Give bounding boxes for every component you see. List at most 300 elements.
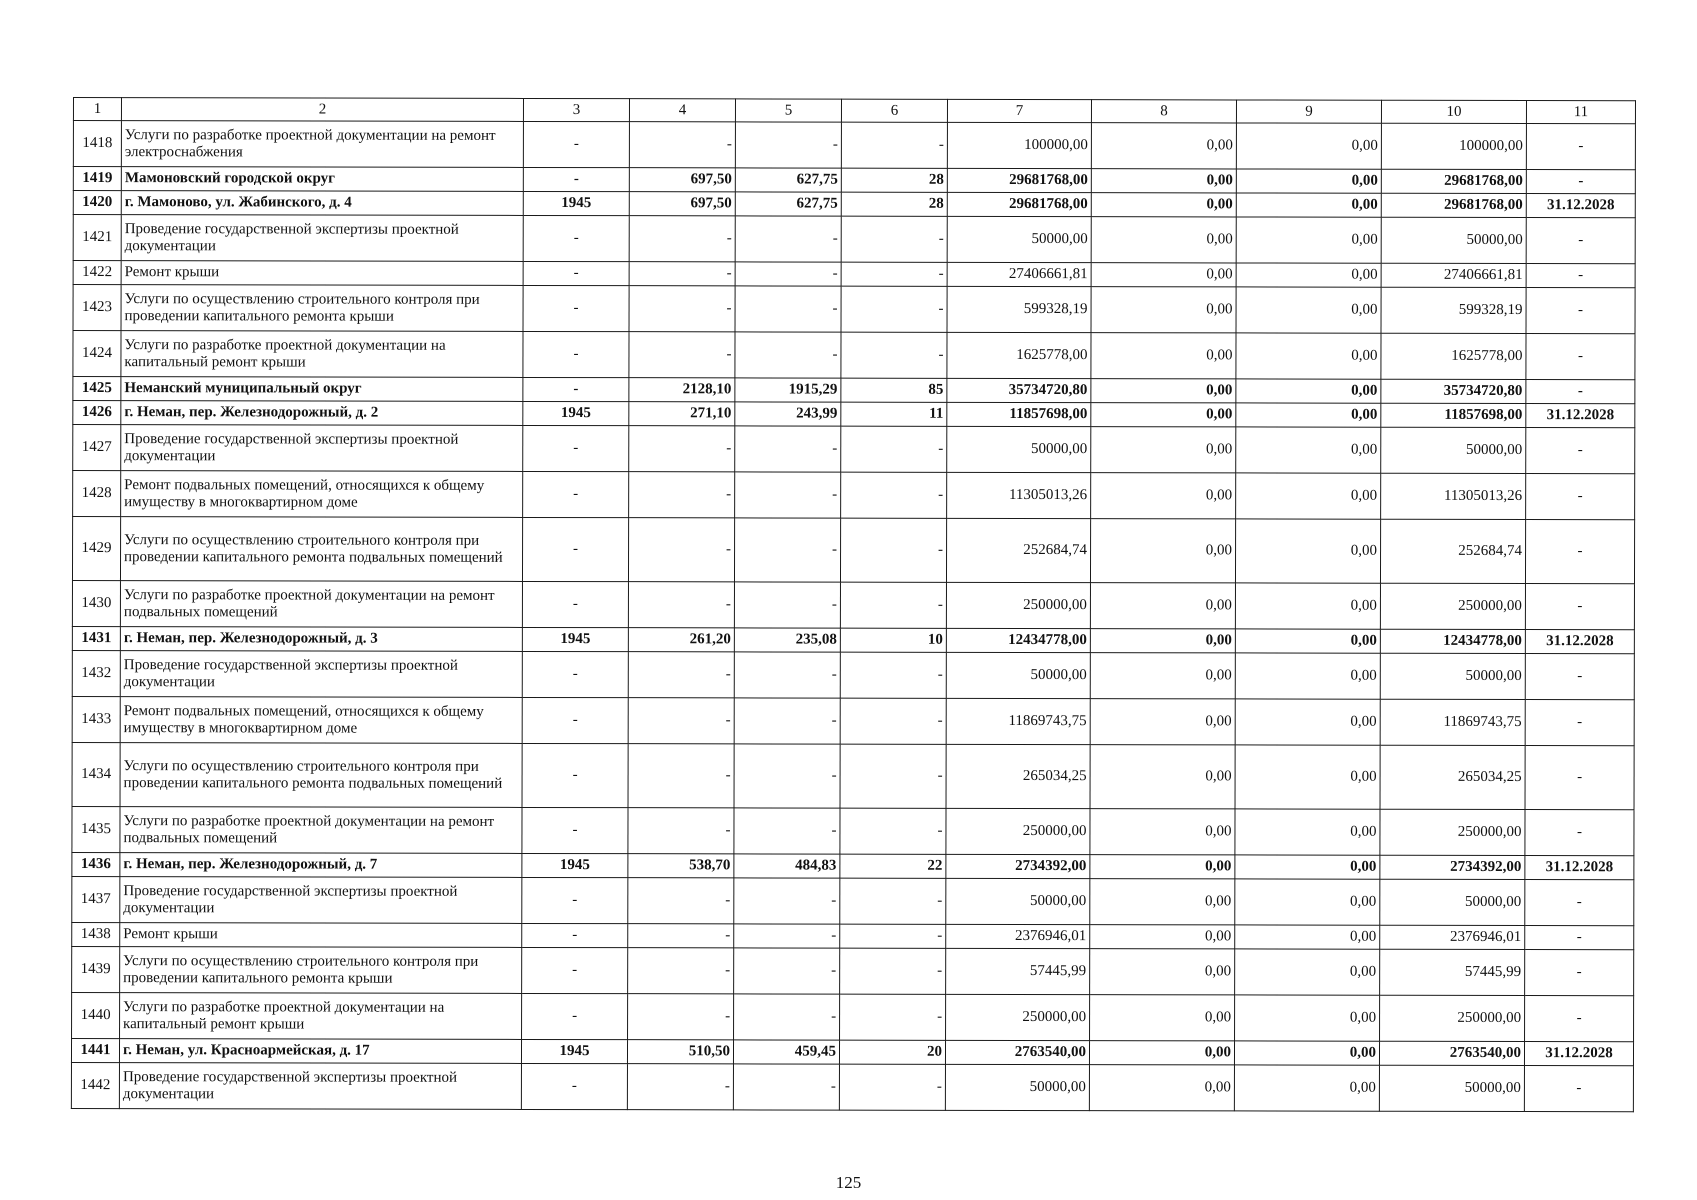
residents-cell: - [840, 744, 946, 808]
table-row [73, 167, 1635, 194]
regional-funds-cell: 0,00 [1236, 379, 1381, 403]
item-name-cell: г. Неман, пер. Железнодорожный, д. 3 [120, 627, 522, 652]
living-area-cell: - [735, 122, 841, 168]
total-cost-cell: 12434778,00 [946, 628, 1090, 652]
owner-funds-cell: 35734720,80 [1381, 379, 1526, 403]
total-area-cell: 271,10 [629, 402, 735, 426]
residents-cell: 10 [840, 628, 946, 652]
owner-funds-cell: 50000,00 [1379, 1065, 1524, 1111]
total-cost-cell: 29681768,00 [947, 192, 1091, 216]
header-cell: 10 [1381, 100, 1526, 123]
year-cell: - [522, 993, 628, 1039]
deadline-cell: - [1525, 950, 1634, 996]
column-number-header-row [73, 98, 1635, 124]
living-area-cell: - [734, 924, 840, 948]
table-row [72, 922, 1634, 949]
federal-funds-cell: 0,00 [1091, 333, 1236, 379]
owner-funds-cell: 2763540,00 [1379, 1041, 1524, 1065]
federal-funds-cell: 0,00 [1090, 879, 1235, 925]
owner-funds-cell: 265034,25 [1380, 745, 1525, 809]
total-cost-cell: 50000,00 [946, 878, 1090, 924]
owner-funds-cell: 57445,99 [1380, 949, 1525, 995]
owner-funds-cell: 250000,00 [1380, 995, 1525, 1041]
header-cell: 6 [841, 99, 947, 122]
row-number-cell: 1431 [72, 626, 120, 650]
owner-funds-cell: 29681768,00 [1381, 169, 1526, 193]
deadline-cell: - [1524, 1066, 1633, 1112]
total-area-cell: - [628, 652, 734, 698]
regional-funds-cell: 0,00 [1234, 1065, 1379, 1111]
regional-funds-cell: 0,00 [1236, 217, 1381, 263]
owner-funds-cell: 50000,00 [1380, 879, 1525, 925]
federal-funds-cell: 0,00 [1091, 123, 1236, 169]
year-cell: - [523, 377, 629, 401]
living-area-cell: 243,99 [735, 402, 841, 426]
residents-cell: - [840, 924, 946, 948]
deadline-cell: - [1526, 380, 1635, 404]
row-number-cell: 1429 [72, 517, 120, 581]
regional-funds-cell: 0,00 [1235, 745, 1380, 809]
row-number-cell: 1440 [72, 992, 120, 1038]
total-area-cell: - [628, 744, 734, 808]
federal-funds-cell: 0,00 [1090, 925, 1235, 949]
federal-funds-cell: 0,00 [1091, 287, 1236, 333]
residents-cell: 85 [841, 378, 947, 402]
total-cost-cell: 50000,00 [947, 216, 1091, 262]
item-name-cell: г. Неман, ул. Красноармейская, д. 17 [119, 1039, 521, 1064]
row-number-cell: 1441 [71, 1038, 119, 1062]
regional-funds-cell: 0,00 [1236, 123, 1381, 169]
table-row [72, 876, 1634, 925]
row-number-cell: 1425 [73, 377, 121, 401]
item-name-cell: Проведение государственной экспертизы проектной документации [119, 1063, 521, 1110]
federal-funds-cell: 0,00 [1091, 403, 1236, 427]
row-number-cell: 1428 [73, 471, 121, 517]
deadline-cell: - [1525, 926, 1634, 950]
row-number-cell: 1419 [73, 167, 121, 191]
regional-funds-cell: 0,00 [1236, 193, 1381, 217]
federal-funds-cell: 0,00 [1090, 995, 1235, 1041]
regional-funds-cell: 0,00 [1235, 879, 1380, 925]
total-cost-cell: 599328,19 [947, 286, 1091, 332]
regional-funds-cell: 0,00 [1235, 855, 1380, 879]
year-cell: - [523, 285, 629, 331]
year-cell: - [523, 121, 629, 167]
residents-cell: - [841, 472, 947, 518]
regional-funds-cell: 0,00 [1235, 629, 1380, 653]
total-area-cell: - [628, 878, 734, 924]
row-number-cell: 1421 [73, 215, 121, 261]
total-area-cell: 697,50 [629, 168, 735, 192]
row-number-cell: 1434 [72, 742, 120, 806]
total-area-cell: 2128,10 [629, 378, 735, 402]
table-row [73, 425, 1635, 474]
regional-funds-cell: 0,00 [1235, 519, 1380, 583]
row-number-cell: 1418 [73, 121, 121, 167]
total-cost-cell: 11857698,00 [947, 402, 1091, 426]
total-area-cell: - [628, 808, 734, 854]
living-area-cell: - [735, 286, 841, 332]
owner-funds-cell: 252684,74 [1380, 519, 1525, 583]
total-area-cell: - [629, 216, 735, 262]
regional-funds-cell: 0,00 [1236, 263, 1381, 287]
living-area-cell: - [734, 808, 840, 854]
total-area-cell: - [629, 332, 735, 378]
page-number: 125 [835, 1173, 862, 1192]
deadline-cell: - [1525, 520, 1634, 584]
regional-funds-cell: 0,00 [1235, 699, 1380, 745]
item-name-cell: Услуги по осуществлению строительного контроля при проведении капитального ремонта подвальных помещений [120, 743, 522, 808]
header-cell: 3 [523, 98, 629, 121]
living-area-cell: - [734, 948, 840, 994]
year-cell: 1945 [521, 1039, 627, 1063]
residents-cell: - [841, 216, 947, 262]
total-cost-cell: 265034,25 [946, 744, 1090, 808]
table-row [73, 377, 1635, 404]
federal-funds-cell: 0,00 [1090, 855, 1235, 879]
item-name-cell: Ремонт подвальных помещений, относящихся к общему имуществу в многоквартирном доме [120, 697, 522, 744]
residents-cell: 22 [840, 854, 946, 878]
deadline-cell: - [1526, 264, 1635, 288]
table-row [73, 331, 1635, 380]
regional-funds-cell: 0,00 [1235, 809, 1380, 855]
residents-cell: 28 [841, 168, 947, 192]
living-area-cell: 627,75 [735, 168, 841, 192]
header-cell: 2 [121, 98, 523, 122]
residents-cell: - [840, 698, 946, 744]
total-cost-cell: 250000,00 [946, 808, 1090, 854]
year-cell: - [523, 261, 629, 285]
table-row [72, 517, 1634, 584]
living-area-cell: - [734, 698, 840, 744]
header-cell: 9 [1236, 100, 1381, 123]
table-row [73, 215, 1635, 264]
deadline-cell: 31.12.2028 [1525, 856, 1634, 880]
living-area-cell: - [735, 262, 841, 286]
total-cost-cell: 2763540,00 [945, 1040, 1089, 1064]
total-cost-cell: 250000,00 [946, 994, 1090, 1040]
year-cell: 1945 [522, 853, 628, 877]
table-row [72, 806, 1634, 855]
year-cell: - [522, 581, 628, 627]
living-area-cell: - [735, 426, 841, 472]
deadline-cell: - [1525, 584, 1634, 630]
item-name-cell: Услуги по разработке проектной документации на капитальный ремонт крыши [121, 331, 523, 378]
row-number-cell: 1432 [72, 650, 120, 696]
table-row [73, 191, 1635, 218]
living-area-cell: 1915,29 [735, 378, 841, 402]
year-cell: - [523, 167, 629, 191]
year-cell: - [522, 947, 628, 993]
residents-cell: 20 [839, 1040, 945, 1064]
residents-cell: - [841, 262, 947, 286]
federal-funds-cell: 0,00 [1091, 169, 1236, 193]
residents-cell: - [841, 332, 947, 378]
owner-funds-cell: 11305013,26 [1381, 473, 1526, 519]
total-area-cell: - [628, 948, 734, 994]
table-row [72, 650, 1634, 699]
deadline-cell: - [1526, 334, 1635, 380]
year-cell: - [522, 651, 628, 697]
item-name-cell: Ремонт подвальных помещений, относящихся к общему имуществу в многоквартирном доме [121, 471, 523, 518]
deadline-cell: - [1525, 810, 1634, 856]
federal-funds-cell: 0,00 [1090, 809, 1235, 855]
year-cell: - [522, 517, 628, 581]
deadline-cell: 31.12.2028 [1526, 404, 1635, 428]
total-area-cell: - [628, 994, 734, 1040]
living-area-cell: - [734, 994, 840, 1040]
header-cell: 4 [629, 99, 735, 122]
total-cost-cell: 50000,00 [946, 652, 1090, 698]
deadline-cell: - [1526, 428, 1635, 474]
federal-funds-cell: 0,00 [1091, 193, 1236, 217]
living-area-cell: - [735, 472, 841, 518]
header-cell: 1 [73, 98, 121, 121]
total-area-cell: - [628, 582, 734, 628]
owner-funds-cell: 100000,00 [1381, 123, 1526, 169]
owner-funds-cell: 11869743,75 [1380, 699, 1525, 745]
deadline-cell: - [1525, 746, 1634, 810]
header-cell: 7 [947, 99, 1091, 122]
item-name-cell: Услуги по разработке проектной документации на капитальный ремонт крыши [120, 993, 522, 1040]
total-cost-cell: 27406661,81 [947, 262, 1091, 286]
total-cost-cell: 100000,00 [947, 122, 1091, 168]
row-number-cell: 1427 [73, 425, 121, 471]
total-cost-cell: 57445,99 [946, 948, 1090, 994]
year-cell: - [523, 425, 629, 471]
year-cell: - [523, 215, 629, 261]
residents-cell: - [840, 994, 946, 1040]
year-cell: 1945 [522, 627, 628, 651]
regional-funds-cell: 0,00 [1235, 995, 1380, 1041]
owner-funds-cell: 250000,00 [1380, 809, 1525, 855]
item-name-cell: г. Мамоново, ул. Жабинского, д. 4 [121, 191, 523, 216]
total-area-cell: - [629, 426, 735, 472]
living-area-cell: - [734, 878, 840, 924]
owner-funds-cell: 250000,00 [1380, 583, 1525, 629]
table-row [72, 696, 1634, 745]
year-cell: 1945 [523, 191, 629, 215]
residents-cell: - [840, 948, 946, 994]
table-row [72, 626, 1634, 653]
federal-funds-cell: 0,00 [1089, 1041, 1234, 1065]
item-name-cell: Неманский муниципальный округ [121, 377, 523, 402]
row-number-cell: 1423 [73, 285, 121, 331]
residents-cell: - [840, 582, 946, 628]
item-name-cell: Проведение государственной экспертизы проектной документации [120, 651, 522, 698]
row-number-cell: 1426 [73, 401, 121, 425]
federal-funds-cell: 0,00 [1090, 949, 1235, 995]
row-number-cell: 1437 [72, 876, 120, 922]
regional-funds-cell: 0,00 [1236, 169, 1381, 193]
row-number-cell: 1439 [72, 946, 120, 992]
row-number-cell: 1430 [72, 581, 120, 627]
year-cell: 1945 [523, 401, 629, 425]
year-cell: - [521, 1063, 627, 1109]
table-row [72, 852, 1634, 879]
total-cost-cell: 252684,74 [946, 518, 1090, 582]
federal-funds-cell: 0,00 [1090, 699, 1235, 745]
living-area-cell: 235,08 [734, 628, 840, 652]
item-name-cell: г. Неман, пер. Железнодорожный, д. 2 [121, 401, 523, 426]
living-area-cell: 627,75 [735, 192, 841, 216]
item-name-cell: Услуги по осуществлению строительного контроля при проведении капитального ремонта крыши [120, 947, 522, 994]
deadline-cell: - [1526, 474, 1635, 520]
federal-funds-cell: 0,00 [1091, 473, 1236, 519]
row-number-cell: 1435 [72, 806, 120, 852]
living-area-cell: - [734, 582, 840, 628]
federal-funds-cell: 0,00 [1090, 629, 1235, 653]
total-cost-cell: 250000,00 [946, 582, 1090, 628]
owner-funds-cell: 50000,00 [1381, 427, 1526, 473]
residents-cell: - [841, 122, 947, 168]
total-area-cell: - [628, 924, 734, 948]
regional-funds-cell: 0,00 [1236, 403, 1381, 427]
owner-funds-cell: 2734392,00 [1380, 855, 1525, 879]
owner-funds-cell: 599328,19 [1381, 287, 1526, 333]
year-cell: - [522, 923, 628, 947]
deadline-cell: - [1526, 288, 1635, 334]
item-name-cell: г. Неман, пер. Железнодорожный, д. 7 [120, 853, 522, 878]
item-name-cell: Услуги по разработке проектной документации на ремонт подвальных помещений [120, 807, 522, 854]
year-cell: - [523, 331, 629, 377]
row-number-cell: 1424 [73, 331, 121, 377]
residents-cell: - [840, 652, 946, 698]
regional-funds-cell: 0,00 [1235, 925, 1380, 949]
owner-funds-cell: 12434778,00 [1380, 629, 1525, 653]
item-name-cell: Услуги по осуществлению строительного контроля при проведении капитального ремонта крыши [121, 285, 523, 332]
living-area-cell: - [735, 216, 841, 262]
year-cell: - [522, 697, 628, 743]
living-area-cell: - [734, 652, 840, 698]
regional-funds-cell: 0,00 [1236, 473, 1381, 519]
row-number-cell: 1436 [72, 852, 120, 876]
residents-cell: 11 [841, 402, 947, 426]
deadline-cell: - [1526, 218, 1635, 264]
year-cell: - [523, 471, 629, 517]
item-name-cell: Ремонт крыши [120, 923, 522, 948]
residents-cell: - [840, 808, 946, 854]
deadline-cell: 31.12.2028 [1525, 630, 1634, 654]
total-area-cell: - [628, 698, 734, 744]
deadline-cell: 31.12.2028 [1524, 1042, 1633, 1066]
owner-funds-cell: 2376946,01 [1380, 925, 1525, 949]
total-cost-cell: 11869743,75 [946, 698, 1090, 744]
item-name-cell: Ремонт крыши [121, 261, 523, 286]
federal-funds-cell: 0,00 [1089, 1065, 1234, 1111]
total-area-cell: - [629, 286, 735, 332]
living-area-cell: - [733, 1064, 839, 1110]
total-area-cell: - [629, 472, 735, 518]
living-area-cell: - [734, 518, 840, 582]
federal-funds-cell: 0,00 [1090, 653, 1235, 699]
residents-cell: - [840, 878, 946, 924]
row-number-cell: 1433 [72, 696, 120, 742]
deadline-cell: - [1525, 654, 1634, 700]
owner-funds-cell: 27406661,81 [1381, 263, 1526, 287]
federal-funds-cell: 0,00 [1091, 379, 1236, 403]
total-cost-cell: 50000,00 [945, 1064, 1089, 1110]
residents-cell: - [840, 518, 946, 582]
total-cost-cell: 35734720,80 [947, 378, 1091, 402]
living-area-cell: - [734, 744, 840, 808]
item-name-cell: Услуги по разработке проектной документации на ремонт электроснабжения [121, 121, 523, 168]
table-row [72, 581, 1634, 630]
table-row [72, 992, 1634, 1041]
year-cell: - [522, 807, 628, 853]
row-number-cell: 1442 [71, 1062, 119, 1108]
repair-program-table [71, 97, 1636, 1112]
owner-funds-cell: 50000,00 [1380, 653, 1525, 699]
deadline-cell: - [1525, 880, 1634, 926]
regional-funds-cell: 0,00 [1234, 1041, 1379, 1065]
regional-funds-cell: 0,00 [1236, 287, 1381, 333]
total-area-cell: - [627, 1064, 733, 1110]
residents-cell: - [839, 1064, 945, 1110]
living-area-cell: 484,83 [734, 854, 840, 878]
deadline-cell: - [1525, 700, 1634, 746]
living-area-cell: - [735, 332, 841, 378]
regional-funds-cell: 0,00 [1236, 333, 1381, 379]
total-cost-cell: 29681768,00 [947, 168, 1091, 192]
table-row [72, 946, 1634, 995]
deadline-cell: - [1525, 996, 1634, 1042]
owner-funds-cell: 50000,00 [1381, 217, 1526, 263]
table-row [71, 1038, 1633, 1065]
owner-funds-cell: 29681768,00 [1381, 193, 1526, 217]
residents-cell: - [841, 286, 947, 332]
table-row [72, 742, 1634, 809]
federal-funds-cell: 0,00 [1090, 519, 1235, 583]
total-area-cell: - [629, 122, 735, 168]
regional-funds-cell: 0,00 [1235, 583, 1380, 629]
item-name-cell: Проведение государственной экспертизы проектной документации [120, 877, 522, 924]
item-name-cell: Услуги по осуществлению строительного контроля при проведении капитального ремонта подвальных помещений [120, 517, 522, 582]
total-cost-cell: 11305013,26 [947, 472, 1091, 518]
regional-funds-cell: 0,00 [1235, 949, 1380, 995]
table-row [73, 401, 1635, 428]
total-area-cell: 261,20 [628, 628, 734, 652]
deadline-cell: 31.12.2028 [1526, 194, 1635, 218]
federal-funds-cell: 0,00 [1091, 427, 1236, 473]
item-name-cell: Проведение государственной экспертизы проектной документации [121, 215, 523, 262]
item-name-cell: Мамоновский городской округ [121, 167, 523, 192]
header-cell: 8 [1091, 100, 1236, 123]
header-cell: 5 [735, 99, 841, 122]
total-area-cell: - [629, 262, 735, 286]
table-row [73, 121, 1635, 170]
deadline-cell: - [1526, 170, 1635, 194]
total-cost-cell: 2376946,01 [946, 924, 1090, 948]
owner-funds-cell: 11857698,00 [1381, 403, 1526, 427]
item-name-cell: Услуги по разработке проектной документации на ремонт подвальных помещений [120, 581, 522, 628]
row-number-cell: 1420 [73, 191, 121, 215]
federal-funds-cell: 0,00 [1091, 217, 1236, 263]
item-name-cell: Проведение государственной экспертизы проектной документации [121, 425, 523, 472]
row-number-cell: 1438 [72, 922, 120, 946]
table-row [73, 261, 1635, 288]
federal-funds-cell: 0,00 [1090, 745, 1235, 809]
regional-funds-cell: 0,00 [1235, 653, 1380, 699]
residents-cell: - [841, 426, 947, 472]
year-cell: - [522, 877, 628, 923]
deadline-cell: - [1526, 124, 1635, 170]
residents-cell: 28 [841, 192, 947, 216]
total-cost-cell: 2734392,00 [946, 854, 1090, 878]
living-area-cell: 459,45 [733, 1040, 839, 1064]
total-cost-cell: 1625778,00 [947, 332, 1091, 378]
total-area-cell: - [628, 518, 734, 582]
